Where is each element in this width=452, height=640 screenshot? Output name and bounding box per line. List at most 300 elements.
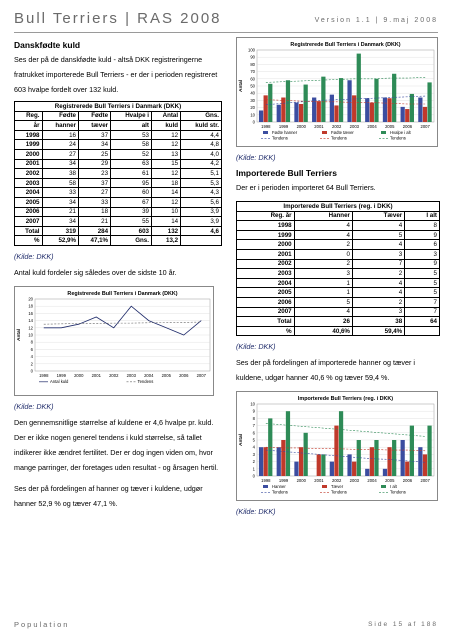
- bar: [281, 440, 285, 476]
- bar: [281, 98, 285, 122]
- x-tick-label: 2006: [402, 124, 413, 129]
- bar: [410, 94, 414, 122]
- table-cell: 5,3: [181, 178, 222, 188]
- litter-table: [14, 101, 222, 246]
- x-tick-label: 2001: [314, 124, 324, 129]
- table-cell: 5,1: [181, 169, 222, 179]
- litter-count-chart: [14, 286, 214, 396]
- bar: [401, 107, 405, 122]
- y-tick-label: 4: [30, 354, 33, 360]
- table-cell: Fødte: [42, 111, 78, 121]
- table-cell: 5: [294, 297, 352, 307]
- legend-label: Tendens: [331, 135, 347, 141]
- table-cell: 25: [78, 149, 110, 159]
- source-note: (Kilde: DKK): [236, 153, 276, 162]
- bar: [383, 98, 387, 122]
- table-cell: 3,9: [181, 217, 222, 227]
- table-cell: 1: [294, 288, 352, 298]
- table-cell: 5: [352, 230, 404, 240]
- table-cell: 5: [405, 269, 440, 279]
- table-row: [237, 307, 440, 317]
- bar: [334, 105, 338, 122]
- table-cell: 95: [111, 178, 152, 188]
- table-cell: 5: [405, 288, 440, 298]
- y-tick-label: 10: [250, 112, 255, 118]
- table-row: [237, 221, 440, 231]
- y-tick-label: 100: [248, 47, 255, 53]
- table-cell: 2003: [237, 269, 295, 279]
- y-tick-label: 5: [252, 437, 255, 443]
- left-column: [14, 37, 222, 511]
- bar: [339, 78, 343, 122]
- table-row: [237, 288, 440, 298]
- bar: [264, 95, 268, 122]
- table-cell: 2000: [237, 240, 295, 250]
- table-cell: 2: [294, 259, 352, 269]
- bar: [330, 95, 334, 122]
- table-cell: 6: [405, 240, 440, 250]
- table-cell: 8: [405, 221, 440, 231]
- table-cell: 1999: [15, 140, 43, 150]
- x-tick-label: 1999: [56, 372, 66, 378]
- table-cell: 23: [78, 169, 110, 179]
- table-cell: Reg. år: [237, 211, 295, 221]
- bar: [374, 440, 378, 476]
- table-header-row: [15, 111, 222, 121]
- legend-label: Tendens: [390, 489, 406, 495]
- y-tick-label: 30: [250, 97, 255, 103]
- table-row: [15, 197, 222, 207]
- x-tick-label: 1999: [278, 124, 289, 129]
- table-cell: 9: [405, 230, 440, 240]
- table-percent-row: [15, 236, 222, 246]
- table-row: [237, 269, 440, 279]
- table-cell: Fødte: [78, 111, 110, 121]
- table-cell: Total: [15, 226, 43, 236]
- table-cell: 53: [111, 130, 152, 140]
- y-tick-label: 9: [252, 409, 255, 415]
- legend-label: Hvalpe i alt: [390, 130, 411, 135]
- table-cell: 4,8: [181, 140, 222, 150]
- table-cell: 58: [111, 140, 152, 150]
- x-tick-label: 2007: [420, 124, 430, 129]
- import-gender-paragraph: Ses der på fordelingen af importerede hanner og tæver i kuldene, udgør hanner 40,6 % og tæver 59,4 %.: [236, 358, 415, 383]
- import-table: [236, 201, 440, 336]
- table-total-row: [237, 317, 440, 327]
- x-tick-label: 2003: [349, 478, 360, 484]
- bar: [286, 80, 290, 122]
- table-cell: 4,6: [181, 226, 222, 236]
- bar: [268, 84, 272, 122]
- table-cell: 4: [352, 278, 404, 288]
- source-note: (Kilde: DKK): [14, 401, 54, 411]
- bar: [321, 455, 325, 477]
- legend-label: Fødte hanner: [272, 130, 298, 135]
- table-cell: 1: [294, 278, 352, 288]
- table-cell: 60: [111, 188, 152, 198]
- table-cell: 33: [42, 188, 78, 198]
- table-cell: 1998: [15, 130, 43, 140]
- chart-title: Importerede Bull Terriers (reg. i DKK): [297, 396, 394, 403]
- table-cell: 55: [111, 217, 152, 227]
- gender-paragraph: Ses der på fordelingen af hanner og tæver i kuldene, udgør hanner 52,9 % og tæver 47,1 %.: [14, 483, 203, 508]
- legend-label: Tendens: [390, 135, 406, 141]
- table-row: [15, 178, 222, 188]
- y-tick-label: 50: [250, 83, 255, 89]
- y-tick-label: 0: [252, 473, 255, 479]
- bar: [370, 103, 374, 122]
- table-cell: 5: [405, 278, 440, 288]
- page-header: [14, 10, 438, 32]
- table-cell: 61: [111, 169, 152, 179]
- x-tick-label: 2004: [144, 372, 154, 378]
- bar: [423, 107, 427, 122]
- table-cell: 12: [151, 169, 180, 179]
- table-cell: 7: [352, 259, 404, 269]
- y-tick-label: 40: [250, 90, 255, 96]
- table-total-row: [15, 226, 222, 236]
- table-cell: 58: [42, 178, 78, 188]
- bar: [304, 433, 308, 476]
- bar: [352, 95, 356, 122]
- table-cell: 18: [78, 207, 110, 217]
- table-cell: 3: [294, 269, 352, 279]
- table-cell: kuld str.: [181, 121, 222, 131]
- table-cell: 12: [151, 130, 180, 140]
- bar: [264, 448, 268, 477]
- table-cell: 1999: [237, 230, 295, 240]
- page-footer: [14, 620, 438, 634]
- table-header-row: [15, 121, 222, 131]
- table-row: [237, 240, 440, 250]
- imports-chart-svg: [237, 392, 439, 502]
- table-caption-row: [237, 202, 440, 212]
- table-cell: alt: [111, 121, 152, 131]
- bar: [317, 455, 321, 477]
- table-cell: 2: [294, 240, 352, 250]
- x-tick-label: 1998: [39, 372, 49, 378]
- table-cell: 3: [352, 307, 404, 317]
- legend-label: Fødte tæver: [331, 130, 354, 135]
- y-tick-label: 10: [28, 332, 33, 338]
- bar: [423, 455, 427, 477]
- source-note: (Kilde: DKK): [14, 251, 54, 261]
- x-tick-label: 2004: [367, 124, 377, 129]
- table-cell: 27: [42, 149, 78, 159]
- litter-intro-paragraph: Antal kuld fordeler sig således over de sidste 10 år.: [14, 267, 177, 277]
- table-row: [15, 159, 222, 169]
- table-cell: 3: [405, 249, 440, 259]
- table-cell: 33: [78, 197, 110, 207]
- y-tick-label: 10: [250, 401, 255, 407]
- y-tick-label: 12: [28, 325, 33, 331]
- legend-swatch: [322, 131, 327, 134]
- x-tick-label: 2001: [314, 478, 324, 484]
- table-cell: 2002: [237, 259, 295, 269]
- table-cell: 2001: [15, 159, 43, 169]
- litter-size-paragraph: Den gennemsnitlige størrelse af kuldene er 4,6 hvalpe pr. kuld. Der er ikke nogen generel tendens i kuld størrelse, så tallet indikerer ikke ændret fertilitet. Der er dog ingen viden om, hvor mange parringer, der foretages uden resultat - og årsagen hertil.: [14, 417, 219, 472]
- bar: [387, 448, 391, 477]
- x-tick-label: 2005: [385, 124, 395, 129]
- table-cell: Gns.: [181, 111, 222, 121]
- table-cell: 4,3: [181, 188, 222, 198]
- table-cell: 63: [111, 159, 152, 169]
- table-cell: 3,9: [181, 207, 222, 217]
- x-tick-label: 2003: [126, 372, 136, 378]
- table-cell: I alt: [405, 211, 440, 221]
- y-tick-label: 7: [252, 423, 255, 429]
- intro-paragraph: Ses der på de danskfødte kuld - altså DKK registreringerne fratrukket importerede Bull Terriers - er der i perioden registreret 603 hvalpe fordelt over 132 kuld.: [14, 55, 218, 94]
- y-tick-label: 90: [250, 54, 255, 60]
- bar: [365, 469, 369, 476]
- table-row: [237, 230, 440, 240]
- y-tick-label: 20: [28, 296, 33, 302]
- table-cell: Reg.: [15, 111, 43, 121]
- table-cell: 4: [352, 240, 404, 250]
- bar: [304, 85, 308, 122]
- x-tick-label: 2004: [367, 478, 377, 484]
- bar: [392, 74, 396, 122]
- table-cell: 21: [78, 217, 110, 227]
- y-axis-label: Antal: [239, 434, 244, 447]
- section-heading-importerede: Importerede Bull Terriers: [236, 168, 337, 178]
- table-row: [15, 188, 222, 198]
- y-tick-label: 20: [250, 105, 255, 111]
- x-tick-label: 2006: [179, 372, 189, 378]
- table-cell: 4,2: [181, 159, 222, 169]
- legend-swatch: [381, 131, 386, 134]
- table-cell: 37: [78, 130, 110, 140]
- table-cell: 4,0: [181, 149, 222, 159]
- table-cell: 13: [151, 149, 180, 159]
- table-cell: 2004: [237, 278, 295, 288]
- table-cell: 5,6: [181, 197, 222, 207]
- right-column: [236, 37, 440, 520]
- table-cell: 1998: [237, 221, 295, 231]
- import-intro-paragraph: Der er i perioden importeret 64 Bull Terriers.: [236, 183, 376, 192]
- bar: [352, 462, 356, 476]
- y-tick-label: 14: [28, 318, 33, 324]
- table-row: [15, 217, 222, 227]
- legend-label: Tendens: [272, 489, 288, 495]
- litter-count-chart-svg: [15, 287, 215, 397]
- bar: [370, 448, 374, 477]
- table-row: [237, 249, 440, 259]
- bar: [299, 104, 303, 122]
- table-percent-row: [237, 326, 440, 336]
- table-cell: Gns.: [111, 236, 152, 246]
- bar: [294, 103, 298, 122]
- table-cell: 15: [151, 159, 180, 169]
- legend-swatch: [263, 131, 268, 134]
- table-cell: 10: [151, 207, 180, 217]
- y-tick-label: 2: [30, 361, 33, 367]
- table-cell: 34: [78, 140, 110, 150]
- y-tick-label: 6: [252, 430, 255, 436]
- table-cell: 14: [151, 188, 180, 198]
- bar: [299, 448, 303, 477]
- bar: [339, 412, 343, 477]
- x-tick-label: 2007: [420, 478, 430, 484]
- table-cell: 7: [405, 307, 440, 317]
- table-cell: 2007: [15, 217, 43, 227]
- table-cell: tæver: [78, 121, 110, 131]
- x-tick-label: 2000: [296, 124, 306, 129]
- x-tick-label: 2006: [402, 478, 413, 484]
- bar: [286, 412, 290, 477]
- source-note: (Kilde: DKK): [236, 507, 276, 517]
- table-cell: 47,1%: [78, 236, 110, 246]
- x-tick-label: 2000: [296, 478, 306, 484]
- bar: [365, 98, 369, 122]
- table-cell: 18: [151, 178, 180, 188]
- bar: [357, 54, 361, 122]
- legend-swatch: [322, 485, 327, 488]
- table-cell: [405, 326, 440, 336]
- table-cell: 12: [151, 140, 180, 150]
- table-cell: Total: [237, 317, 295, 327]
- x-tick-label: 2005: [161, 372, 171, 378]
- table-cell: 38: [42, 169, 78, 179]
- table-caption-row: [15, 102, 222, 112]
- y-axis-label: Antal: [239, 80, 244, 92]
- table-cell: 29: [78, 159, 110, 169]
- y-tick-label: 70: [250, 69, 255, 75]
- bar: [387, 98, 391, 122]
- bar: [347, 455, 351, 477]
- table-cell: kuld: [151, 121, 180, 131]
- table-row: [15, 149, 222, 159]
- table-cell: [181, 236, 222, 246]
- x-tick-label: 2002: [331, 478, 342, 484]
- bar: [418, 98, 422, 122]
- legend-swatch: [263, 485, 268, 488]
- x-tick-label: 2002: [109, 372, 119, 378]
- y-tick-label: 2: [252, 459, 255, 465]
- y-tick-label: 6: [30, 346, 33, 352]
- table-cell: 59,4%: [352, 326, 404, 336]
- table-cell: 4: [352, 221, 404, 231]
- bar: [294, 462, 298, 476]
- table-cell: 34: [42, 217, 78, 227]
- chart-title: Registrerede Bull Terriers i Danmark (DKK): [67, 290, 178, 297]
- x-tick-label: 2007: [196, 372, 206, 378]
- bar: [330, 462, 334, 476]
- table-cell: 38: [352, 317, 404, 327]
- bar: [259, 110, 263, 122]
- table-cell: 2002: [15, 169, 43, 179]
- table-cell: 4: [294, 221, 352, 231]
- x-tick-label: 2003: [349, 124, 360, 129]
- table-cell: 4: [294, 307, 352, 317]
- header-divider: [14, 32, 438, 33]
- legend-label: I alt: [390, 484, 397, 490]
- x-tick-label: 1998: [261, 124, 271, 129]
- legend-swatch: [381, 485, 386, 488]
- table-cell: 603: [111, 226, 152, 236]
- bar: [334, 426, 338, 476]
- table-cell: år: [15, 121, 43, 131]
- x-tick-label: 2001: [91, 372, 101, 378]
- bar: [405, 109, 409, 122]
- y-tick-label: 18: [28, 303, 33, 309]
- bar: [321, 77, 325, 122]
- bar: [317, 101, 321, 122]
- table-cell: 24: [42, 140, 78, 150]
- table-row: [15, 169, 222, 179]
- bar: [418, 448, 422, 477]
- bar: [392, 440, 396, 476]
- table-cell: 2004: [15, 188, 43, 198]
- table-cell: 2005: [15, 197, 43, 207]
- registrations-chart: [236, 37, 438, 147]
- table-row: [237, 278, 440, 288]
- table-cell: 16: [42, 130, 78, 140]
- y-tick-label: 3: [252, 452, 255, 458]
- table-cell: 2003: [15, 178, 43, 188]
- table-cell: 37: [78, 178, 110, 188]
- bar: [427, 426, 431, 476]
- y-axis-label: Antal: [17, 328, 22, 341]
- table-cell: 0: [294, 249, 352, 259]
- version-label: Version 1.1 | 9.maj 2008: [314, 17, 438, 24]
- y-tick-label: 4: [252, 445, 255, 451]
- table-cell: 2007: [237, 307, 295, 317]
- chart-title: Registrerede Bull Terriers i Danmark (DKK): [290, 42, 401, 48]
- table-cell: %: [15, 236, 43, 246]
- x-tick-label: 2005: [385, 478, 395, 484]
- legend-label: Tæver: [331, 484, 344, 490]
- y-tick-label: 80: [250, 61, 255, 67]
- table-caption: Registrerede Bull Terriers i Danmark (DKK): [15, 102, 222, 112]
- table-cell: 319: [42, 226, 78, 236]
- table-cell: 2006: [237, 297, 295, 307]
- table-cell: 2001: [237, 249, 295, 259]
- y-tick-label: 1: [252, 466, 255, 472]
- table-cell: 9: [405, 259, 440, 269]
- table-row: [15, 140, 222, 150]
- y-tick-label: 0: [30, 368, 33, 374]
- legend-label: Antal kuld: [50, 378, 69, 384]
- bar: [259, 448, 263, 477]
- table-cell: Hanner: [294, 211, 352, 221]
- table-cell: 2: [352, 269, 404, 279]
- table-cell: 12: [151, 197, 180, 207]
- bar: [374, 79, 378, 122]
- table-cell: 52: [111, 149, 152, 159]
- table-cell: 14: [151, 217, 180, 227]
- table-cell: 40,6%: [294, 326, 352, 336]
- table-cell: 7: [405, 297, 440, 307]
- bar: [401, 440, 405, 476]
- table-cell: 21: [42, 207, 78, 217]
- legend-label: Hanner: [272, 484, 286, 490]
- table-row: [15, 130, 222, 140]
- bar: [277, 105, 281, 122]
- table-cell: 4,4: [181, 130, 222, 140]
- table-cell: 34: [42, 197, 78, 207]
- table-cell: 2006: [15, 207, 43, 217]
- x-tick-label: 2000: [74, 372, 84, 378]
- table-cell: 13,2: [151, 236, 180, 246]
- table-header-row: [237, 211, 440, 221]
- table-cell: 4: [294, 230, 352, 240]
- bar: [405, 462, 409, 476]
- table-cell: 39: [111, 207, 152, 217]
- table-cell: Tæver: [352, 211, 404, 221]
- table-cell: 132: [151, 226, 180, 236]
- page-number: Side 15 af 188: [368, 621, 438, 628]
